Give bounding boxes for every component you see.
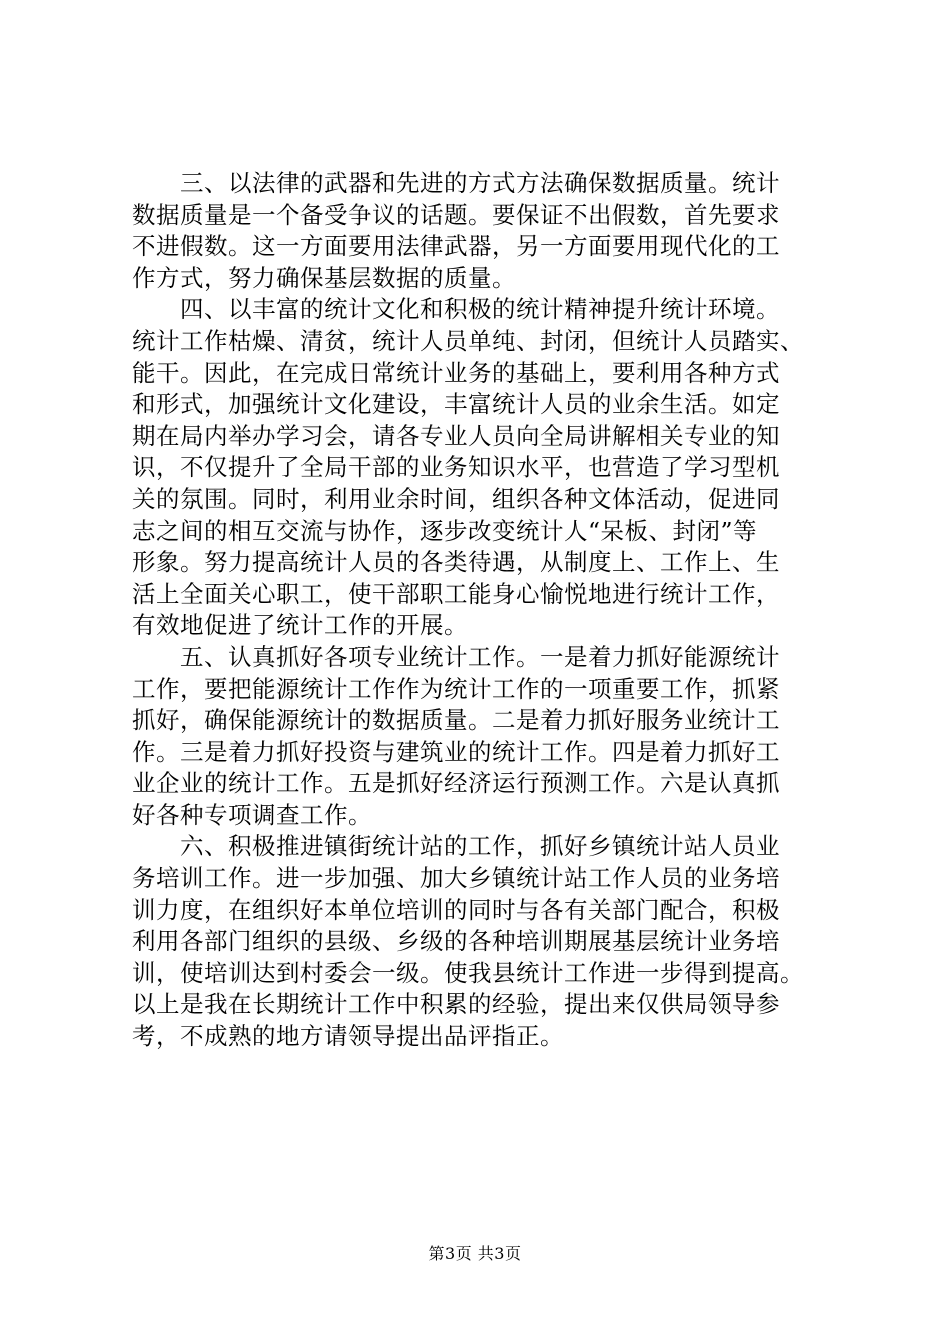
document-body: [132, 168, 822, 1053]
text-line: 好各种专项调查工作。: [132, 800, 372, 829]
text-line: 五、认真抓好各项专业统计工作。一是着力抓好能源统计: [180, 642, 780, 671]
text-line: 三、以法律的武器和先进的方式方法确保数据质量。统计: [180, 169, 780, 197]
text-line: 不进假数。这一方面要用法律武器，另一方面要用现代化的工: [132, 232, 780, 261]
text-line: 抓好，确保能源统计的数据质量。二是着力抓好服务业统计工: [132, 706, 780, 735]
text-line: 工作，要把能源统计工作作为统计工作的一项重要工作，抓紧: [132, 674, 780, 703]
text-line: 识，不仅提升了全局干部的业务知识水平，也营造了学习型机: [132, 453, 780, 482]
text-line: 考，不成熟的地方请领导提出品评指正。: [132, 1022, 564, 1051]
text-line: 利用各部门组织的县级、乡级的各种培训期展基层统计业务培: [132, 927, 780, 956]
text-line: 务培训工作。进一步加强、加大乡镇统计站工作人员的业务培: [132, 864, 780, 893]
text-line: 统计工作枯燥、清贫，统计人员单纯、封闭，但统计人员踏实、: [132, 326, 804, 355]
text-line: 四、以丰富的统计文化和积极的统计精神提升统计环境。: [180, 295, 780, 324]
page-footer: 第3页 共3页: [428, 1244, 522, 1263]
text-line: 活上全面关心职工，使干部职工能身心愉悦地进行统计工作，: [132, 579, 780, 608]
text-line: 六、积极推进镇街统计站的工作，抓好乡镇统计站人员业: [180, 832, 780, 861]
text-line: 训力度，在组织好本单位培训的同时与各有关部门配合，积极: [132, 895, 780, 924]
text-line: 关的氛围。同时，利用业余时间，组织各种文体活动，促进同: [132, 484, 780, 513]
text-line: 作方式，努力确保基层数据的质量。: [132, 263, 516, 292]
text-line: 形象。努力提高统计人员的各类待遇，从制度上、工作上、生: [132, 548, 780, 577]
text-line: 志之间的相互交流与协作，逐步改变统计人“呆板、封闭”等: [132, 516, 758, 545]
text-line: 期在局内举办学习会，请各专业人员向全局讲解相关专业的知: [132, 421, 780, 450]
text-line: 训，使培训达到村委会一级。使我县统计工作进一步得到提高。: [132, 958, 804, 987]
text-line: 业企业的统计工作。五是抓好经济运行预测工作。六是认真抓: [132, 769, 780, 798]
text-line: 能干。因此，在完成日常统计业务的基础上，要利用各种方式: [132, 358, 780, 387]
text-line: 和形式，加强统计文化建设，丰富统计人员的业余生活。如定: [132, 390, 780, 419]
text-line: 数据质量是一个备受争议的话题。要保证不出假数，首先要求: [132, 200, 780, 229]
text-line: 作。三是着力抓好投资与建筑业的统计工作。四是着力抓好工: [132, 737, 780, 766]
text-line: 以上是我在长期统计工作中积累的经验，提出来仅供局领导参: [132, 990, 780, 1019]
text-line: 有效地促进了统计工作的开展。: [132, 611, 468, 640]
